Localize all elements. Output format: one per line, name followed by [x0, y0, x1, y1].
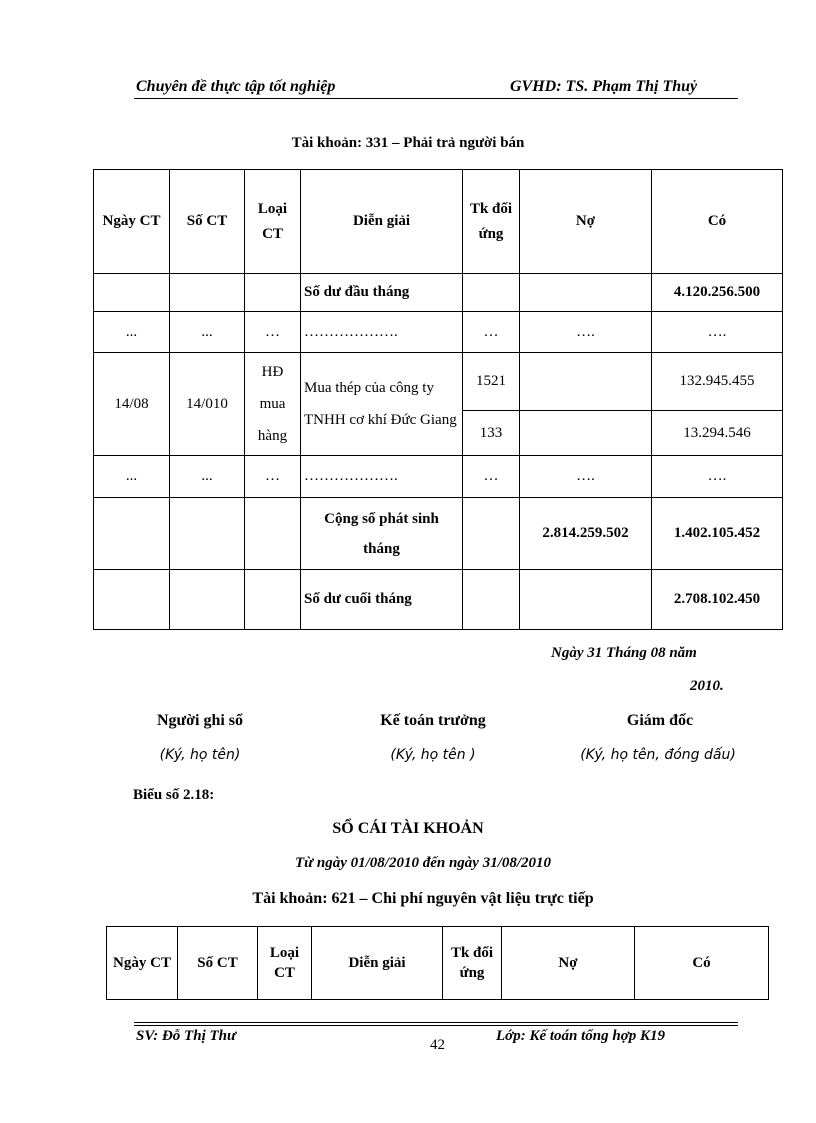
total-co: 1.402.105.452 — [652, 498, 783, 570]
ellipsis-cell: ... — [94, 312, 170, 353]
table-header-row — [107, 927, 769, 1000]
table-row — [94, 570, 783, 630]
table-header-row — [94, 170, 783, 274]
table-row — [94, 498, 783, 570]
entry-line1-tk: 1521 — [463, 353, 520, 411]
ellipsis-cell: …. — [652, 456, 783, 498]
table-row — [94, 274, 783, 312]
footer-right: Lớp: Kế toán tổng hợp K19 — [496, 1028, 666, 1044]
entry-so: 14/010 — [170, 353, 245, 456]
col-dien-giai: Diễn giải — [312, 927, 443, 1000]
closing-co: 2.708.102.450 — [652, 570, 783, 630]
col-co: Có — [652, 170, 783, 274]
header-left: Chuyên đề thực tập tốt nghiệp — [136, 78, 336, 95]
entry-line2-co: 13.294.546 — [652, 411, 783, 456]
header-rule — [134, 98, 738, 99]
page-number: 42 — [430, 1037, 445, 1053]
signature-sub-chief-accountant: (Ký, họ tên ) — [390, 747, 476, 763]
so-cai-title: SỔ CÁI TÀI KHOẢN — [332, 820, 484, 837]
ellipsis-cell: …. — [520, 456, 652, 498]
ellipsis-cell: ………………. — [301, 312, 463, 353]
so-cai-account: Tài khoản: 621 – Chi phí nguyên vật liệu trực tiếp — [252, 890, 594, 907]
entry-line2-tk: 133 — [463, 411, 520, 456]
ellipsis-cell: …. — [652, 312, 783, 353]
ellipsis-cell: ... — [170, 456, 245, 498]
ledger-621-table — [106, 926, 769, 1000]
col-ngay-ct: Ngày CT — [107, 927, 178, 1000]
date-line: Ngày 31 Tháng 08 năm — [551, 645, 697, 661]
footer-rule — [134, 1022, 738, 1023]
col-so-ct: Số CT — [170, 170, 245, 274]
col-loai-ct: Loại CT — [245, 170, 301, 274]
so-cai-period: Từ ngày 01/08/2010 đến ngày 31/08/2010 — [294, 855, 552, 871]
footer-rule — [134, 1025, 738, 1026]
table-row — [94, 456, 783, 498]
opening-co: 4.120.256.500 — [652, 274, 783, 312]
col-no: Nợ — [520, 170, 652, 274]
closing-label: Số dư cuối tháng — [301, 570, 463, 630]
total-no: 2.814.259.502 — [520, 498, 652, 570]
ellipsis-cell: ... — [170, 312, 245, 353]
signature-title-recorder: Người ghi sổ — [156, 712, 244, 729]
col-dien-giai: Diễn giải — [301, 170, 463, 274]
total-label: Cộng số phát sinh tháng — [301, 498, 463, 570]
entry-dien-giai: Mua thép của công ty TNHH cơ khí Đức Giang — [301, 353, 463, 456]
ellipsis-cell: ………………. — [301, 456, 463, 498]
entry-line1-co: 132.945.455 — [652, 353, 783, 411]
signature-sub-director: (Ký, họ tên, đóng dấu) — [580, 747, 736, 763]
col-no: Nợ — [502, 927, 635, 1000]
ellipsis-cell: … — [463, 312, 520, 353]
col-tk-doi-ung: Tk đối ứng — [463, 170, 520, 274]
bieu-so-label: Biểu số 2.18: — [133, 787, 215, 803]
ellipsis-cell: …. — [520, 312, 652, 353]
header-right: GVHD: TS. Phạm Thị Thuỷ — [510, 78, 698, 95]
entry-ngay: 14/08 — [94, 353, 170, 456]
ellipsis-cell: ... — [94, 456, 170, 498]
date-year: 2010. — [690, 678, 724, 694]
entry-loai: HĐ mua hàng — [245, 353, 301, 456]
ellipsis-cell: … — [245, 456, 301, 498]
signature-title-director: Giám đốc — [626, 712, 694, 729]
col-loai-ct: Loại CT — [258, 927, 312, 1000]
ellipsis-cell: … — [463, 456, 520, 498]
col-ngay-ct: Ngày CT — [94, 170, 170, 274]
signature-title-chief-accountant: Kế toán trưởng — [380, 712, 486, 729]
footer-left: SV: Đỗ Thị Thư — [136, 1028, 236, 1044]
table-row — [94, 312, 783, 353]
table-row — [94, 353, 783, 411]
ledger-331-table — [93, 169, 783, 630]
col-tk-doi-ung: Tk đối ứng — [443, 927, 502, 1000]
opening-label: Số dư đầu tháng — [301, 274, 463, 312]
ellipsis-cell: … — [245, 312, 301, 353]
col-so-ct: Số CT — [178, 927, 258, 1000]
ledger-331-title: Tài khoản: 331 – Phải trả người bán — [291, 135, 525, 151]
signature-sub-recorder: (Ký, họ tên) — [159, 747, 241, 763]
col-co: Có — [635, 927, 769, 1000]
